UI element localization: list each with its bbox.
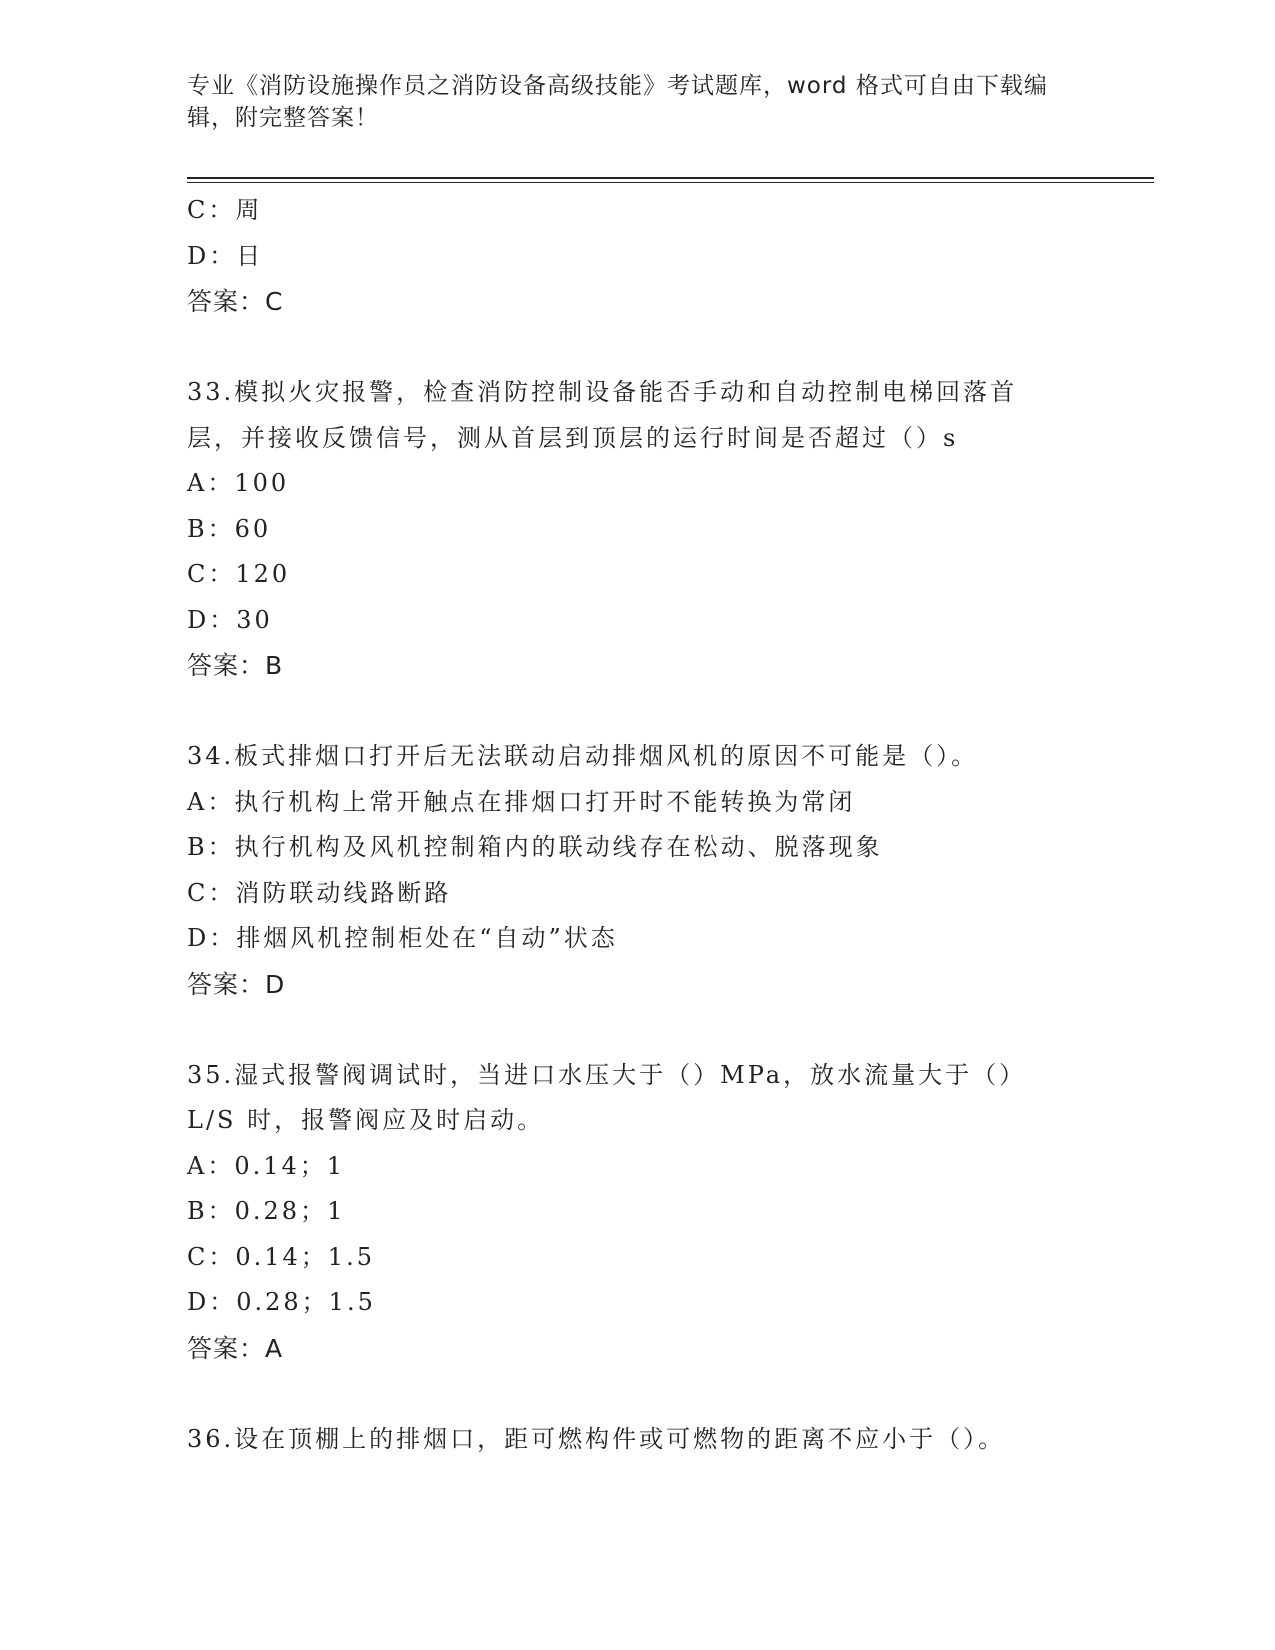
question-34-option-c: C：消防联动线路断路 xyxy=(187,878,452,907)
question-35-option-b: B：0.28；1 xyxy=(187,1197,346,1225)
spacer xyxy=(187,1007,1087,1053)
header-divider-thin xyxy=(187,182,1154,183)
question-34-option-d: D：排烟风机控制柜处在“自动”状态 xyxy=(187,924,618,952)
question-35-stem-line-1: 35.湿式报警阀调试时，当进口水压大于（）MPa，放水流量大于（） xyxy=(187,1060,1027,1089)
question-33-answer: 答案：B xyxy=(187,651,284,680)
spacer xyxy=(187,689,1087,735)
question-33-stem-line-1: 33.模拟火灾报警，检查消防控制设备能否手动和自动控制电梯回落首 xyxy=(187,378,1018,406)
option-c: C：周 xyxy=(187,196,263,224)
spacer xyxy=(187,325,1087,371)
question-35-option-a: A：0.14；1 xyxy=(187,1151,346,1180)
question-36-stem-line-1: 36.设在顶棚上的排烟口，距可燃构件或可燃物的距离不应小于（）。 xyxy=(187,1424,1006,1453)
question-33-option-c: C：120 xyxy=(187,560,291,588)
question-33-stem-line-2: 层，并接收反馈信号，测从首层到顶层的运行时间是否超过（）s xyxy=(187,423,959,452)
question-35-stem-line-2: L/S 时，报警阀应及时启动。 xyxy=(187,1106,545,1134)
question-34-answer: 答案：D xyxy=(187,969,286,999)
answer: 答案：C xyxy=(187,287,284,316)
spacer xyxy=(187,1371,1087,1417)
question-34-stem-line-1: 34.板式排烟口打开后无法联动启动排烟风机的原因不可能是（）。 xyxy=(187,742,979,770)
question-33-option-b: B：60 xyxy=(187,514,272,543)
question-33-option-d: D：30 xyxy=(187,605,273,634)
question-35-answer: 答案：A xyxy=(187,1333,284,1363)
question-content xyxy=(187,188,1087,1462)
question-34-option-b: B：执行机构及风机控制箱内的联动线存在松动、脱落现象 xyxy=(187,833,883,861)
question-34-option-a: A：执行机构上常开触点在排烟口打开时不能转换为常闭 xyxy=(187,787,856,816)
question-33-option-a: A：100 xyxy=(187,469,290,497)
question-35-option-c: C：0.14；1.5 xyxy=(187,1242,375,1271)
question-35-option-d: D：0.28；1.5 xyxy=(187,1288,376,1316)
document-header: 专业《消防设施操作员之消防设备高级技能》考试题库，word 格式可自由下载编辑，附完整答案！ xyxy=(187,73,1048,131)
option-d: D：日 xyxy=(187,241,264,270)
header-divider-thick xyxy=(187,177,1154,179)
